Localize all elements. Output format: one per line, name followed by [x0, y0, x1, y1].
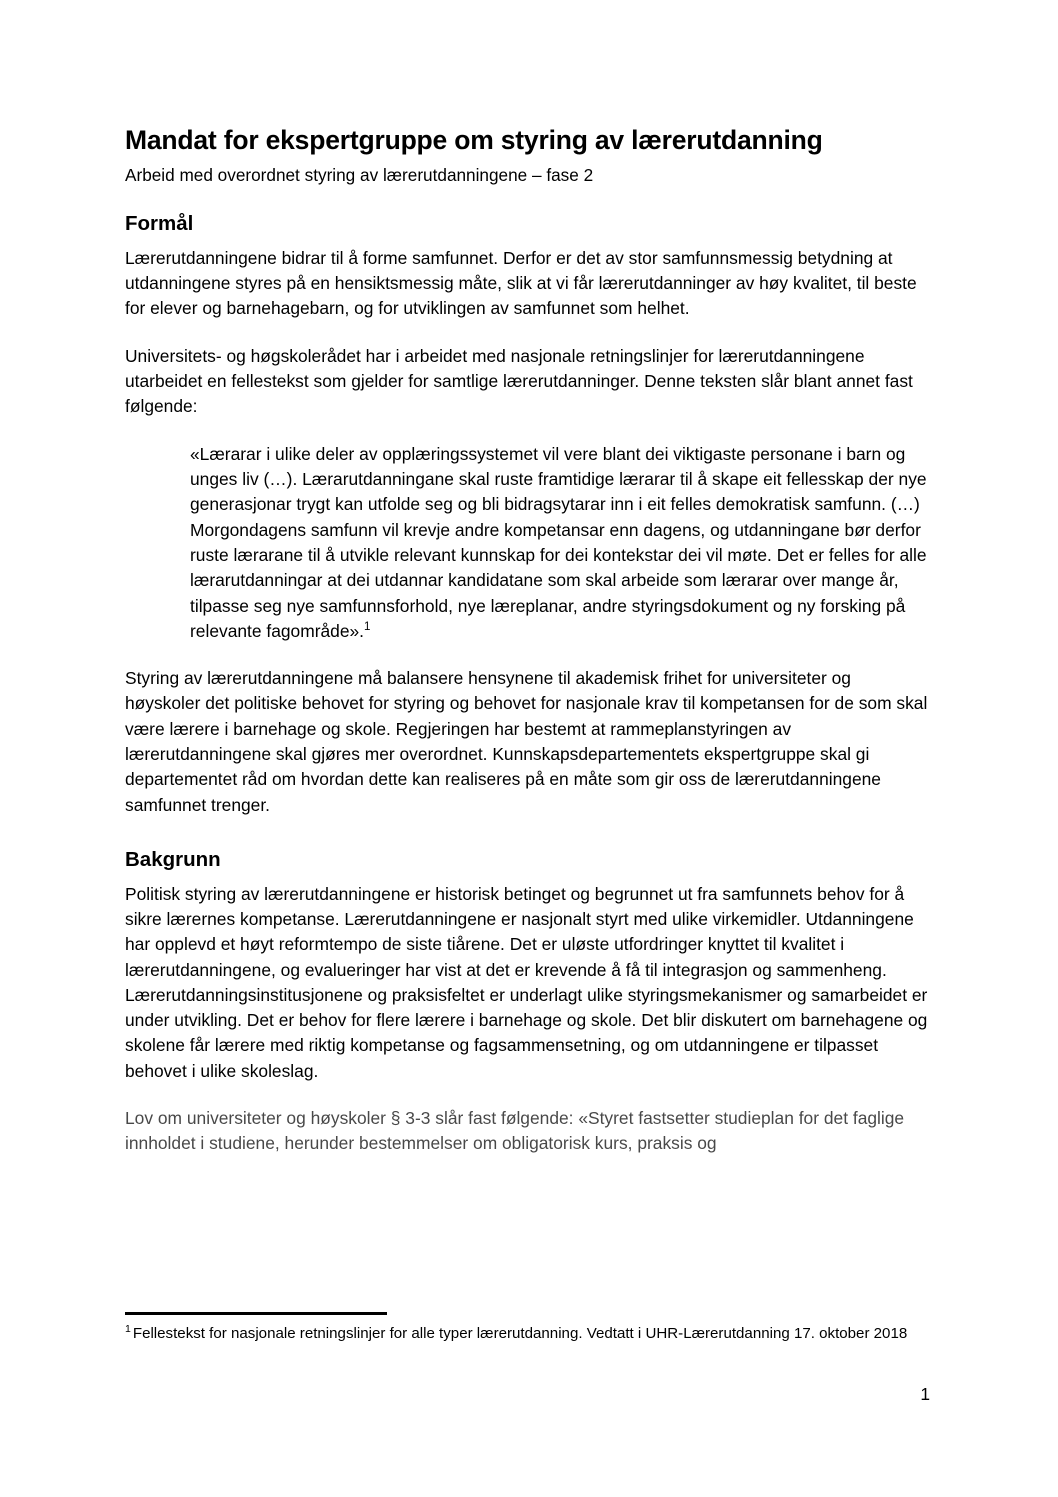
page-number: 1	[920, 1384, 930, 1404]
page-title: Mandat for ekspertgruppe om styring av lærerutdanning	[125, 125, 823, 155]
footnote-reference-1[interactable]: 1	[364, 621, 371, 634]
formaal-paragraph-1: Lærerutdanningene bidrar til å forme samfunnet. Derfor er det av stor samfunnsmessig betydning at utdanningene styres på en hensiktsmessig måte, slik at vi får lærerutdanninger av høy kvalitet, til beste for elever og barnehagebarn, og for utviklingen av samfunnet som helhet.	[125, 247, 917, 319]
bakgrunn-paragraph-1: Politisk styring av lærerutdanningene er historisk betinget og begrunnet ut fra samfunnets behov for å sikre lærernes kompetanse. Lærerutdanningene er nasjonalt styrt med ulike virkemidler. Utdanningene har opplevd et høyt reformtempo de siste tiårene. Det er uløste utfordringer knyttet til kvalitet i lærerutdanningene, og evalueringer har vist at det er krevende å få til integrasjon og sammenheng. Lærerutdanningsinstitusjonene og praksisfeltet er underlagt ulike styringsmekanismer og samarbeidet er under utvikling. Det er behov for flere lærere i barnehage og skole. Det blir diskutert om barnehagene og skolene får lærere med riktig kompetanse og fagsammensetning, og om utdanningene er tilpasset behovet i ulike skoleslag.	[125, 883, 928, 1081]
footnote-entry	[125, 1324, 930, 1345]
section-heading-bakgrunn: Bakgrunn	[125, 848, 221, 872]
formaal-paragraph-3: Styring av lærerutdanningene må balansere hensynene til akademisk frihet for universiteter og høyskoler det politiske behovet for styring og behovet for nasjonale krav til kompetansen for de som skal være lærere i barnehage og skole. Regjeringen har bestemt at rammeplanstyringen av lærerutdanningene skal gjøres mer overordnet. Kunnskapsdepartementets ekspertgruppe skal gi departementet råd om hvordan dette kan realiseres på en måte som gir oss de lærerutdanningene samfunnet trenger.	[125, 668, 928, 815]
page-subtitle: Arbeid med overordnet styring av lærerutdanningene – fase 2	[125, 164, 594, 185]
bakgrunn-paragraph-2: Lov om universiteter og høyskoler § 3-3 slår fast følgende: «Styret fastsetter studieplan for det faglige innholdet i studiene, herunder bestemmelser om obligatorisk kurs, praksis og	[125, 1108, 905, 1154]
footnote-area	[125, 1312, 930, 1345]
footnote-separator-rule	[125, 1312, 387, 1315]
fellestekst-quote-block	[125, 442, 930, 645]
quote-body: «Lærarar i ulike deler av opplæringssystemet vil vere blant dei viktigaste personane i barn og unges liv (…). Lærarutdanningane skal ruste framtidige lærarar til å skape eit fellesskap der nye generasjonar trygt kan utfolde seg og bli bidragsytarar inn i eit felles demokratisk samfunn. (…) Morgondagens samfunn vil krevje andre kompetansar enn dagens, og utdanningane bør derfor ruste lærarane til å utvikle relevant kunnskap for dei kontekstar dei vil møte. Det er felles for alle lærarutdanningar at dei utdannar kandidatane som skal arbeide som lærarar over mange år, tilpasse seg nye samfunnsforhold, nye læreplanar, andre styringsdokument og ny forsking på relevante fagområde».	[190, 443, 927, 641]
section-heading-formaal: Formål	[125, 212, 194, 236]
footnote-body: Fellestekst for nasjonale retningslinjer for alle typer lærerutdanning. Vedtatt i UHR-Lærerutdanning 17. oktober 2018	[132, 1325, 908, 1342]
footnote-marker-1: 1	[125, 1322, 131, 1335]
fellestekst-quote-text	[190, 442, 928, 645]
formaal-paragraph-2: Universitets- og høgskolerådet har i arbeidet med nasjonale retningslinjer for lærerutdanningene utarbeidet en fellestekst som gjelder for samtlige lærerutdanninger. Denne teksten slår blant annet fast følgende:	[125, 345, 913, 417]
